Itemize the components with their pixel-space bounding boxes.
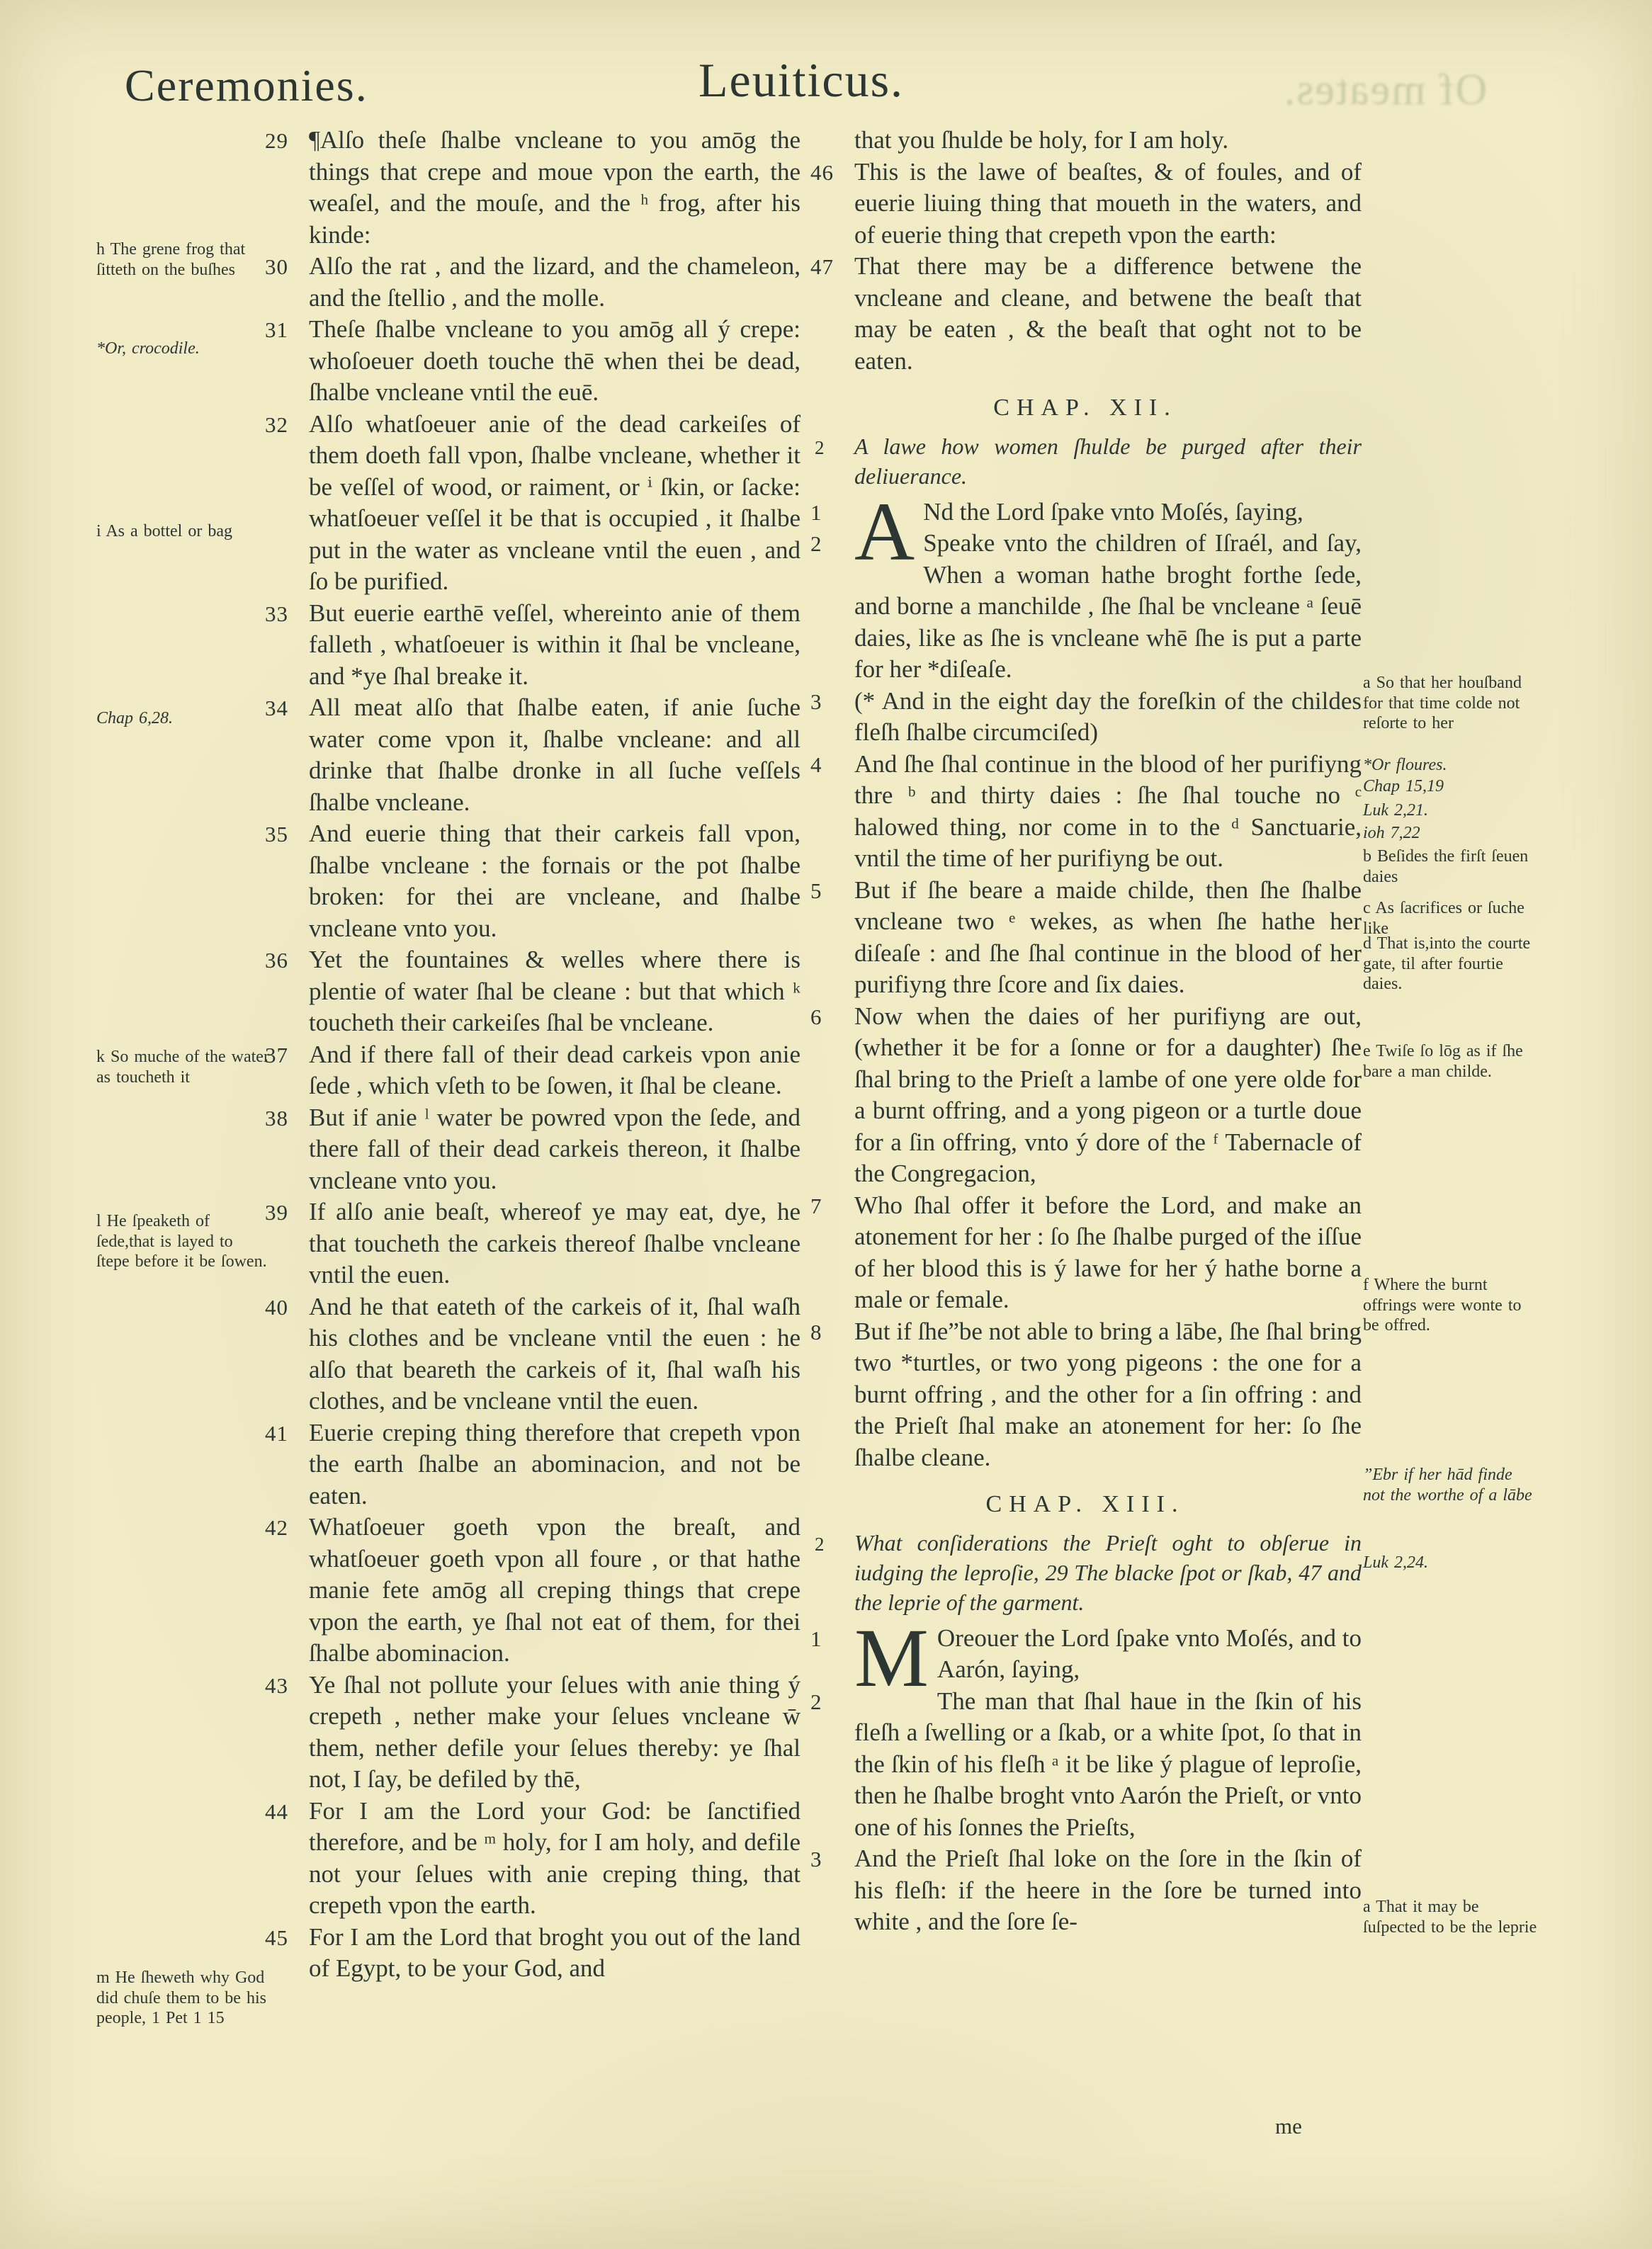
verse-text: Euerie creping thing therefore that crepeth vpon the earth ſhalbe an abominacion, and not be eaten. — [309, 1418, 800, 1509]
verse-number: 8 — [810, 1319, 822, 1344]
chapter-argument — [809, 431, 1362, 491]
verse — [264, 1512, 800, 1670]
verse-text: This is the lawe of beaſtes, & of foules, and of euerie liuing thing that moueth in the waters, and of euerie thing that crepeth vpon the earth: — [854, 157, 1362, 249]
verse-text: That there may be a difference betwene the vncleane and cleane, and betwene the beaſt that may be eaten , & the beaſt that oght not to be eaten. — [854, 252, 1362, 375]
verse-text: Theſe ſhalbe vncleane to you amōg all ý crepe: whoſoeuer doeth touche thē when thei be dead, ſhalbe vncleane vntil the euē. — [309, 315, 800, 406]
verse — [809, 1686, 1362, 1844]
margin-note: b Beſides the firſt ſeuen daies — [1363, 847, 1529, 886]
verse-text: Who ſhal offer it before the Lord, and make an atonement for her : ſo ſhe ſhalbe purged of the iſſue of her blood this is ý lawe for her ý hathe borne a male or female. — [854, 1191, 1362, 1313]
verse-text: (* And in the eight day the foreſkin of the childes fleſh ſhalbe circumciſed) — [854, 686, 1362, 746]
margin-note: *Or, crocodile. — [96, 339, 200, 358]
verse-number: 3 — [810, 1847, 822, 1871]
verse-number: 3 — [810, 689, 822, 714]
verse — [809, 749, 1362, 875]
verse-number: 39 — [265, 1200, 288, 1225]
verse — [809, 1316, 1362, 1474]
verse-text: For I am the Lord your God: be ſanctified therefore, and be ᵐ holy, for I am holy, and defile not your ſelues with anie creping thing, that crepeth vpon the earth. — [309, 1796, 800, 1919]
verse — [809, 1001, 1362, 1190]
text-column-right — [809, 125, 1362, 1938]
margin-note: Luk 2,24. — [1363, 1553, 1428, 1572]
verse-number: 40 — [265, 1294, 288, 1320]
verse-number: 6 — [810, 1004, 822, 1029]
margin-note: a That it may be ſuſpected to be the leprie — [1363, 1898, 1537, 1937]
margin-note: e Twiſe ſo lōg as if ſhe bare a man childe. — [1363, 1042, 1523, 1081]
left-margin-notes — [96, 0, 275, 2249]
verse-continuation — [809, 125, 1362, 157]
verse — [264, 1417, 800, 1512]
verse — [264, 598, 800, 693]
verse-number: 42 — [265, 1515, 288, 1540]
verse-number: 47 — [810, 254, 834, 279]
margin-note: c As ſacrifices or ſuche like — [1363, 899, 1524, 938]
verse-number: 35 — [265, 822, 288, 846]
verse-number: 30 — [265, 254, 288, 279]
verse-number: 7 — [810, 1193, 822, 1218]
verse-text: But euerie earthē veſſel, whereinto anie of them falleth , whatſoeuer is within it ſhal be vncleane, and *ye ſhal breake it. — [309, 599, 800, 690]
margin-note: a So that her houſband for that time colde not reſorte to her — [1363, 674, 1522, 732]
verse — [264, 125, 800, 251]
verse — [264, 1102, 800, 1197]
verse-text: Nd the Lord ſpake vnto Moſés, ſaying, — [923, 497, 1303, 526]
verse — [809, 485, 1362, 578]
verse — [264, 409, 800, 598]
margin-note: l He ſpeaketh of ſede,that is layed to ſtepe before it be ſowen. — [96, 1212, 267, 1271]
verse-number: 4 — [810, 752, 822, 777]
verse-number: 34 — [265, 696, 288, 720]
running-head-left: Ceremonies. — [125, 60, 368, 111]
verse-text: Yet the fountaines & welles where there is plentie of water ſhal be cleane : but that which ᵏ toucheth their carkeiſes ſhal be vncleane. — [309, 946, 800, 1036]
argument-text: What conſiderations the Prieſt oght to obſerue in iudging the leproſie, 29 The blacke ſpot or ſkab, 47 and the leprie of the garment. — [854, 1529, 1362, 1615]
verse-number: 5 — [810, 878, 822, 903]
verse — [809, 1611, 1362, 1704]
verse-text: For I am the Lord that broght you out of the land of Egypt, to be your God, and — [309, 1922, 800, 1982]
verse-text: The man that ſhal haue in the ſkin of his fleſh a ſwelling or a ſkab, or a white ſpot, ſo that in the ſkin of his fleſh ᵃ it be like ý plague of leproſie, then he ſhalbe broght vnto Aarón the Prieſt, or vnto one of his ſonnes the Prieſts, — [854, 1687, 1362, 1841]
verse — [264, 251, 800, 314]
verse-text: But if anie ˡ water be powred vpon the ſede, and there fall of their dead carkeis thereon, it ſhalbe vncleane vnto you. — [309, 1103, 800, 1194]
verse-text: But if ſhe beare a maide childe, then ſhe ſhalbe vncleane two ᵉ wekes, as when ſhe hathe her diſeaſe : and ſhe ſhal continue in the blood of her purifiyng thre ſcore and ſix daies. — [854, 876, 1362, 998]
verse — [809, 1190, 1362, 1316]
verse-text: And he that eateth of the carkeis of it, ſhal waſh his clothes and be vncleane vntil the euen : he alſo that beareth the carkeis of it, ſhal waſh his clothes, and be vncleane vntil the euen. — [309, 1292, 800, 1415]
margin-note: h The grene frog that ſitteth on the buſhes — [96, 240, 246, 279]
verse-text: that you ſhulde be holy, for I am holy. — [854, 126, 1229, 154]
margin-note: *Or floures. — [1363, 756, 1447, 774]
verse — [264, 818, 800, 944]
verse — [264, 1922, 800, 1985]
verse-text: Ye ſhal not pollute your ſelues with anie thing ý crepeth , nether make your ſelues vncleane w̄ them, nether defile your ſelues thereby: ye ſhal not, I ſay, be defiled by thē, — [309, 1670, 800, 1793]
verse-number: 29 — [265, 128, 288, 153]
drop-cap: M — [854, 1611, 929, 1704]
verse-number: 36 — [265, 948, 288, 973]
verse-number: 43 — [265, 1672, 288, 1698]
verse-text: All meat alſo that ſhalbe eaten, if anie ſuche water come vpon it, ſhalbe vncleane: and all drinke that ſhalbe dronke in all ſuche veſſels ſhalbe vncleane. — [309, 693, 800, 816]
chapter-heading: CHAP. XIII. — [985, 1491, 1185, 1517]
right-margin-notes — [1363, 0, 1541, 2249]
verse-number: 32 — [265, 412, 288, 437]
verse-text: And the Prieſt ſhal loke on the ſore in the ſkin of his fleſh: if the heere in the ſore be turned into white , and the ſore ſe- — [854, 1845, 1362, 1935]
verse-text: And euerie thing that their carkeis fall vpon, ſhalbe vncleane : the fornais or the pot ſhalbe broken: for thei are vncleane, and ſhalbe vncleane vnto you. — [309, 820, 800, 942]
verse — [809, 528, 1362, 686]
verse-number: 44 — [265, 1798, 288, 1824]
verse-number: 45 — [265, 1925, 288, 1950]
verse-number: 2 — [810, 1689, 822, 1714]
verse-number: 33 — [265, 601, 288, 626]
margin-note: Chap 6,28. — [96, 709, 174, 727]
bleedthrough-text: Of meates. — [1282, 66, 1488, 114]
verse — [264, 1039, 800, 1102]
verse-text: And if there fall of their dead carkeis vpon anie ſede , which vſeth to be ſowen, it ſhal be cleane. — [309, 1040, 800, 1099]
verse — [809, 686, 1362, 749]
margin-note: m He ſheweth why God did chuſe them to be his people, 1 Pet 1 15 — [96, 1968, 266, 2027]
verse-text: ¶Alſo theſe ſhalbe vncleane to you amōg the things that crepe and moue vpon the earth, the weaſel, and the mouſe, and the ʰ frog, after his kinde: — [309, 126, 800, 249]
drop-cap: A — [854, 485, 915, 578]
verse — [809, 1843, 1362, 1938]
verse — [264, 1670, 800, 1796]
verse-number: 41 — [265, 1420, 288, 1446]
text-column-left — [264, 125, 800, 1985]
verse-text: Oreouer the Lord ſpake vnto Moſés, and to Aarón, ſaying, — [937, 1624, 1362, 1683]
chapter-argument — [809, 1528, 1362, 1617]
chapter-heading: CHAP. XII. — [993, 395, 1177, 421]
verse — [809, 157, 1362, 251]
argument-text: A lawe how women ſhulde be purged after their deliuerance. — [854, 433, 1362, 489]
argument-number: 2 — [815, 436, 825, 458]
margin-note: Luk 2,21. — [1363, 801, 1428, 820]
catchword: me — [1275, 2114, 1302, 2138]
verse-text: Speake vnto the children of Iſraél, and ſay, When a woman hathe broght forthe ſede, and borne a manchilde , ſhe ſhal be vncleane ᵃ ſeuē daies, like as ſhe is vncleane whē ſhe is put a parte for her *diſeaſe. — [854, 529, 1362, 683]
verse — [264, 944, 800, 1039]
verse-text: Alſo the rat , and the lizard, and the chameleon, and the ſtellio , and the molle. — [309, 252, 800, 312]
verse-number: 38 — [265, 1105, 288, 1131]
verse-text: Alſo whatſoeuer anie of the dead carkeiſes of them doeth fall vpon, ſhalbe vncleane, whether it be veſſel of wood, or raiment, or ⁱ ſkin, or ſacke: whatſoeuer veſſel it be that is occupied , it ſhalbe put in the water as vncleane vntil the euen , and ſo be purified. — [309, 409, 800, 595]
verse-number: 31 — [265, 317, 288, 342]
margin-note: k So muche of the water as toucheth it — [96, 1048, 269, 1087]
verse — [809, 875, 1362, 1001]
margin-note: f Where the burnt offrings were wonte to be offred. — [1363, 1276, 1522, 1335]
margin-note: d That is,into the courte gate, til after fourtie daies. — [1363, 934, 1531, 993]
margin-note: ioh 7,22 — [1363, 824, 1420, 842]
verse-text: And ſhe ſhal continue in the blood of her purifiyng thre ᵇ and thirty daies : ſhe ſhal touche no ᶜ halowed thing, nor come in to the ᵈ Sanctuarie, vntil the time of her purifiyng be out. — [854, 749, 1362, 872]
verse-number: 1 — [810, 1626, 822, 1651]
verse-number: 1 — [810, 499, 822, 525]
verse — [264, 1796, 800, 1922]
argument-number: 2 — [815, 1533, 825, 1555]
margin-note: i As a bottel or bag — [96, 522, 232, 540]
verse — [809, 251, 1362, 377]
verse-text: If alſo anie beaſt, whereof ye may eat, dye, he that toucheth the carkeis thereof ſhalbe vncleane vntil the euen. — [309, 1198, 800, 1288]
verse — [264, 314, 800, 409]
running-head-center: Leuiticus. — [698, 53, 905, 107]
verse — [264, 1196, 800, 1291]
verse-number: 46 — [810, 159, 834, 185]
verse-text: Whatſoeuer goeth vpon the breaſt, and whatſoeuer goeth vpon all foure , or that hathe manie fete amōg all creping things that crepe vpon the earth, ye ſhal not eat of them, for thei ſhalbe abominacion. — [309, 1513, 800, 1667]
verse-number: 2 — [810, 531, 822, 556]
margin-note: ”Ebr if her hād finde not the worthe of a lābe — [1363, 1466, 1532, 1505]
verse-text: Now when the daies of her purifiyng are out, (whether it be for a ſonne or for a daughter) ſhe ſhal bring to the Prieſt a lambe of one yere olde for a burnt offring, and a yong pigeon or a turtle doue for a ſin offring, vnto ý dore of the ᶠ Tabernacle of the Congregacion, — [854, 1002, 1362, 1187]
verse-text: But if ſhe”be not able to bring a lābe, ſhe ſhal bring two *turtles, or two yong pigeons : the one for a burnt offring , and the other for a ſin offring : and the Prieſt ſhal make an atonement for her: ſo ſhe ſhalbe cleane. — [854, 1317, 1362, 1471]
verse — [264, 1291, 800, 1417]
margin-note: Chap 15,19 — [1363, 777, 1444, 795]
verse-number: 37 — [265, 1042, 288, 1067]
verse — [264, 692, 800, 818]
